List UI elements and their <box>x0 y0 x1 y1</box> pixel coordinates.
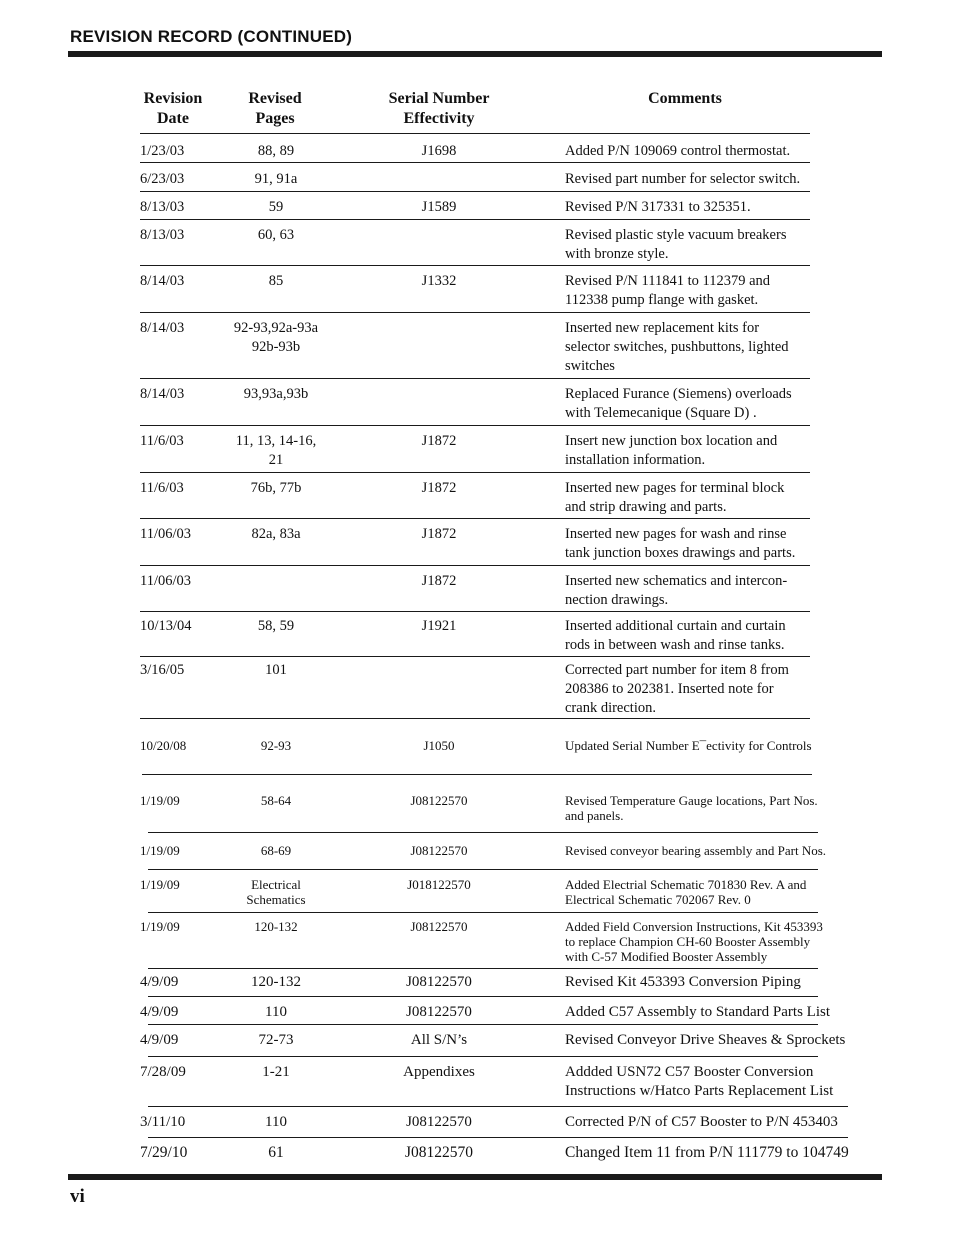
serial-effectivity-cell: J1698 <box>421 143 457 159</box>
revised-pages-cell: 110 <box>265 1114 287 1130</box>
revision-date-cell: 3/16/05 <box>140 662 185 678</box>
row-separator <box>148 968 818 969</box>
revised-pages-cell: 60, 63 <box>257 227 295 243</box>
comments-cell: Added C57 Assembly to Standard Parts List <box>565 1004 830 1020</box>
comments-cell: Inserted new replacement kits for selector switches, pushbuttons, lighted switches <box>565 320 789 374</box>
revision-date-cell: 10/13/04 <box>140 618 192 634</box>
revision-date-cell: 11/06/03 <box>140 526 192 542</box>
revision-date-cell: 6/23/03 <box>140 171 185 187</box>
comments-cell: Updated Serial Number E¯ectivity for Controls <box>565 738 812 753</box>
revised-pages-cell: 59 <box>268 199 284 215</box>
comments-cell: Inserted new schematics and intercon- nection drawings. <box>565 573 788 608</box>
page-number: vi <box>70 1186 85 1207</box>
page-title: REVISION RECORD (CONTINUED) <box>70 27 353 46</box>
row-separator <box>148 1056 818 1057</box>
comments-cell: Revised part number for selector switch. <box>565 171 801 187</box>
revised-pages-cell: 72-73 <box>258 1032 294 1048</box>
serial-effectivity-cell: J1872 <box>421 526 457 542</box>
header-serial-effectivity: Serial Number Effectivity <box>388 90 490 127</box>
header-revision-date: Revision Date <box>143 90 203 127</box>
revision-date-cell: 1/19/09 <box>140 843 180 858</box>
row-separator <box>140 162 810 163</box>
row-separator <box>148 912 818 913</box>
comments-cell: Inserted new pages for terminal block and strip drawing and parts. <box>565 480 785 515</box>
serial-effectivity-cell: J1589 <box>421 199 457 215</box>
comments-cell: Changed Item 11 from P/N 111779 to 104749 <box>565 1144 849 1161</box>
revision-date-cell: 1/19/09 <box>140 877 180 892</box>
comments-cell: Insert new junction box location and installation information. <box>565 433 778 468</box>
serial-effectivity-cell: J1872 <box>421 433 457 449</box>
serial-effectivity-cell: J1050 <box>423 738 455 753</box>
row-separator <box>148 832 818 833</box>
revision-date-cell: 7/29/10 <box>140 1144 188 1161</box>
revision-date-cell: 8/13/03 <box>140 227 185 243</box>
revised-pages-cell: 58, 59 <box>257 618 295 634</box>
comments-cell: Revised P/N 111841 to 112379 and 112338 pump flange with gasket. <box>565 273 771 308</box>
revised-pages-cell: 11, 13, 14-16, 21 <box>235 433 317 468</box>
header-revised-pages: Revised Pages <box>248 90 302 127</box>
row-separator <box>140 425 810 426</box>
footer-rule <box>68 1174 882 1180</box>
revised-pages-cell: 82a, 83a <box>251 526 301 542</box>
revision-date-cell: 1/19/09 <box>140 793 180 808</box>
revised-pages-cell: 68-69 <box>260 843 292 858</box>
header-rule <box>68 51 882 57</box>
revision-date-cell: 8/13/03 <box>140 199 185 215</box>
comments-cell: Revised conveyor bearing assembly and Part Nos. <box>565 843 827 858</box>
revised-pages-cell: 61 <box>268 1144 284 1161</box>
comments-cell: Added Field Conversion Instructions, Kit 453393 to replace Champion CH-60 Booster Assembly with C-57 Modified Booster Assembly <box>565 919 823 964</box>
row-separator <box>140 265 810 266</box>
row-separator <box>148 1024 818 1025</box>
revision-date-cell: 7/28/09 <box>140 1064 186 1080</box>
serial-effectivity-cell: J1332 <box>421 273 457 289</box>
revision-date-cell: 8/14/03 <box>140 273 185 289</box>
revision-date-cell: 8/14/03 <box>140 386 185 402</box>
serial-effectivity-cell: J08122570 <box>410 919 468 934</box>
comments-cell: Added Electrial Schematic 701830 Rev. A and Electrical Schematic 702067 Rev. 0 <box>565 877 807 907</box>
revision-date-cell: 3/11/10 <box>140 1114 186 1130</box>
row-separator <box>140 656 810 657</box>
revised-pages-cell: 91, 91a <box>254 171 298 187</box>
comments-cell: Replaced Furance (Siemens) overloads with Telemecanique (Square D) . <box>565 386 792 421</box>
comments-cell: Revised P/N 317331 to 325351. <box>565 199 751 215</box>
serial-effectivity-cell: J1872 <box>421 573 457 589</box>
serial-effectivity-cell: All S/N’s <box>410 1032 468 1048</box>
serial-effectivity-cell: J08122570 <box>410 793 468 808</box>
comments-cell: Revised Kit 453393 Conversion Piping <box>565 974 801 990</box>
serial-effectivity-cell: J08122570 <box>404 1144 474 1161</box>
header-comments: Comments <box>648 90 722 107</box>
row-separator <box>140 191 810 192</box>
row-separator <box>140 518 810 519</box>
comments-cell: Revised Temperature Gauge locations, Part Nos. and panels. <box>565 793 818 823</box>
serial-effectivity-cell: J1872 <box>421 480 457 496</box>
row-separator <box>142 774 812 775</box>
revision-date-cell: 4/9/09 <box>140 974 179 990</box>
comments-cell: Addded USN72 C57 Booster Conversion Instructions w/Hatco Parts Replacement List <box>565 1064 834 1099</box>
revised-pages-cell: 92-93 <box>260 738 292 753</box>
revised-pages-cell: 76b, 77b <box>250 480 302 496</box>
revised-pages-cell: 120-132 <box>254 919 298 934</box>
row-separator <box>148 996 818 997</box>
revised-pages-cell: 93,93a,93b <box>243 386 309 402</box>
serial-effectivity-cell: J1921 <box>421 618 457 634</box>
serial-effectivity-cell: J08122570 <box>410 843 468 858</box>
revised-pages-cell: 120-132 <box>251 974 301 990</box>
serial-effectivity-cell: Appendixes <box>403 1064 475 1080</box>
revision-date-cell: 1/23/03 <box>140 143 185 159</box>
revision-date-cell: 11/6/03 <box>140 433 184 449</box>
revision-date-cell: 11/6/03 <box>140 480 184 496</box>
row-separator <box>140 611 810 612</box>
revised-pages-cell: 1-21 <box>262 1064 290 1080</box>
row-separator <box>140 565 810 566</box>
comments-cell: Inserted new pages for wash and rinse tank junction boxes drawings and parts. <box>565 526 796 561</box>
comments-cell: Inserted additional curtain and curtain rods in between wash and rinse tanks. <box>565 618 786 653</box>
revision-date-cell: 4/9/09 <box>140 1004 179 1020</box>
row-separator <box>140 219 810 220</box>
row-separator <box>148 1137 848 1138</box>
serial-effectivity-cell: J08122570 <box>406 1004 472 1020</box>
revision-date-cell: 11/06/03 <box>140 573 192 589</box>
serial-effectivity-cell: J08122570 <box>406 974 472 990</box>
revision-date-cell: 8/14/03 <box>140 320 185 336</box>
comments-cell: Added P/N 109069 control thermostat. <box>565 143 791 159</box>
row-separator <box>148 1106 848 1107</box>
revised-pages-cell: 110 <box>265 1004 287 1020</box>
revised-pages-cell: 88, 89 <box>257 143 295 159</box>
comments-cell: Revised plastic style vacuum breakers with bronze style. <box>565 227 787 262</box>
serial-effectivity-cell: J08122570 <box>406 1114 472 1130</box>
revision-date-cell: 10/20/08 <box>140 738 187 753</box>
revision-date-cell: 1/19/09 <box>140 919 180 934</box>
comments-cell: Corrected P/N of C57 Booster to P/N 453403 <box>565 1114 838 1130</box>
row-separator <box>140 378 810 379</box>
header-underline <box>140 133 810 134</box>
revised-pages-cell: 92-93,92a-93a 92b-93b <box>233 320 319 355</box>
row-separator <box>140 312 810 313</box>
revised-pages-cell: Electrical Schematics <box>246 877 306 907</box>
row-separator <box>140 718 810 719</box>
revised-pages-cell: 58-64 <box>260 793 292 808</box>
revised-pages-cell: 85 <box>268 273 284 289</box>
row-separator <box>140 472 810 473</box>
row-separator <box>148 869 818 870</box>
revised-pages-cell: 101 <box>265 662 287 678</box>
comments-cell: Corrected part number for item 8 from 208386 to 202381. Inserted note for crank direction. <box>565 662 789 716</box>
comments-cell: Revised Conveyor Drive Sheaves & Sprockets <box>565 1032 846 1048</box>
serial-effectivity-cell: J018122570 <box>407 877 471 892</box>
revision-date-cell: 4/9/09 <box>140 1032 179 1048</box>
